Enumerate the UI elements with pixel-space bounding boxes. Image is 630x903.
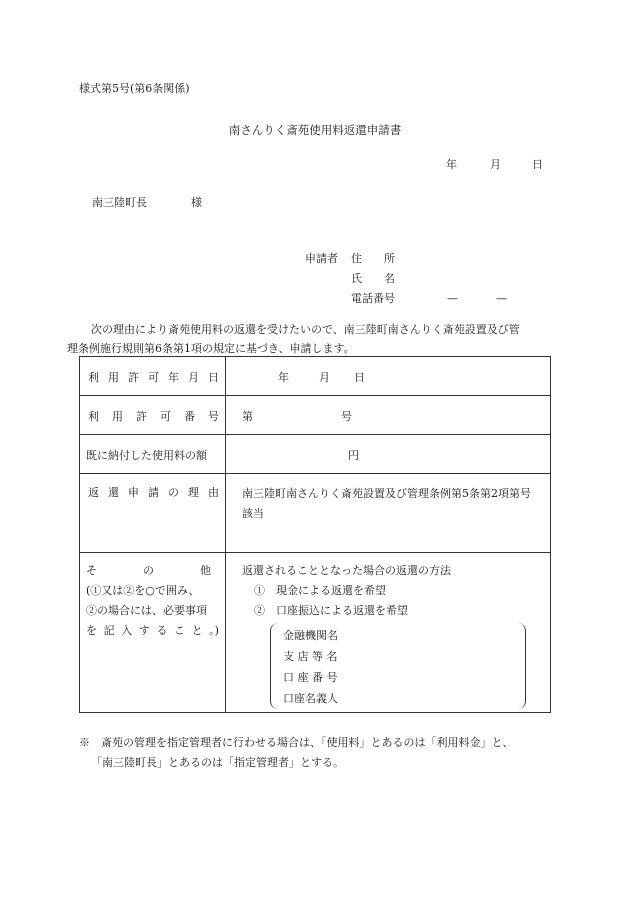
addressee-honorific: 様	[191, 196, 202, 209]
phone-dash-2: —	[496, 292, 507, 305]
amount-paid-field[interactable]: 円	[226, 435, 551, 474]
phone-dash-1: —	[447, 292, 458, 305]
refund-method-field	[226, 553, 551, 713]
option-bank-transfer[interactable]: ② 口座振込による返還を希望	[254, 604, 408, 617]
intro-line-1: 次の理由により斎苑使用料の返還を受けたいので、南三陸町南さんりく斎苑設置及び管	[91, 323, 520, 336]
table-row-refund-reason	[80, 474, 551, 553]
footnote	[79, 733, 559, 773]
footnote-line-1: ※ 斎苑の管理を指定管理者に行わせる場合は、「使用料」とあるのは「利用料金」と、	[79, 736, 514, 749]
option-cash[interactable]: ① 現金による返還を希望	[254, 584, 386, 597]
phone-label: 電話番号	[351, 292, 395, 305]
bank-name-field[interactable]: 金融機関名	[283, 629, 338, 642]
applicant-block	[305, 249, 507, 309]
addressee	[92, 194, 202, 210]
table-row-amount-paid	[80, 435, 551, 474]
account-holder-field[interactable]: 口座名義人	[283, 692, 338, 705]
label-amount-paid: 既に納付した使用料の額	[86, 449, 207, 462]
address-label: 住 所	[351, 252, 395, 265]
bank-details-bracket	[270, 623, 526, 709]
refund-method-title: 返還されることとなった場合の返還の方法	[242, 564, 451, 577]
date-line	[446, 156, 543, 172]
application-table	[79, 356, 551, 713]
permit-number-field[interactable]: 第 号	[226, 396, 551, 435]
name-label: 氏 名	[351, 272, 395, 285]
intro-line-2: 理条例施行規則第6条第1項の規定に基づき、申請します。	[67, 342, 355, 355]
footnote-line-2: 「南三陸町長」とあるのは「指定管理者」とする。	[91, 756, 344, 769]
permit-date-field[interactable]: 年 月 日	[226, 357, 551, 396]
document-title: 南さんりく斎苑使用料返還申請書	[228, 123, 402, 137]
date-day: 日	[532, 158, 543, 171]
table-row-permit-date	[80, 357, 551, 396]
label-other: そ の 他 (①又は②を○で囲み、 ②の場合には、必要事項 を 記 入 す る こ と 。)	[86, 564, 219, 637]
refund-reason-field[interactable]: 南三陸町南さんりく斎苑設置及び管理条例第5条第2項第号該当	[226, 474, 551, 553]
form-number: 様式第5号(第6条関係)	[79, 82, 190, 95]
account-number-field[interactable]: 口 座 番 号	[283, 671, 338, 684]
label-permit-number: 利 用 許 可 番 号	[88, 410, 219, 423]
branch-name-field[interactable]: 支 店 等 名	[283, 650, 338, 663]
intro-paragraph	[67, 320, 554, 358]
table-row-permit-number	[80, 396, 551, 435]
date-year: 年	[446, 158, 457, 171]
date-month: 月	[490, 158, 501, 171]
label-refund-reason: 返 還 申 請 の 理 由	[88, 486, 219, 499]
addressee-name: 南三陸町長	[92, 196, 147, 209]
table-row-other	[80, 553, 551, 713]
label-permit-date: 利 用 許 可 年 月 日	[88, 371, 219, 384]
applicant-label: 申請者	[305, 252, 338, 265]
